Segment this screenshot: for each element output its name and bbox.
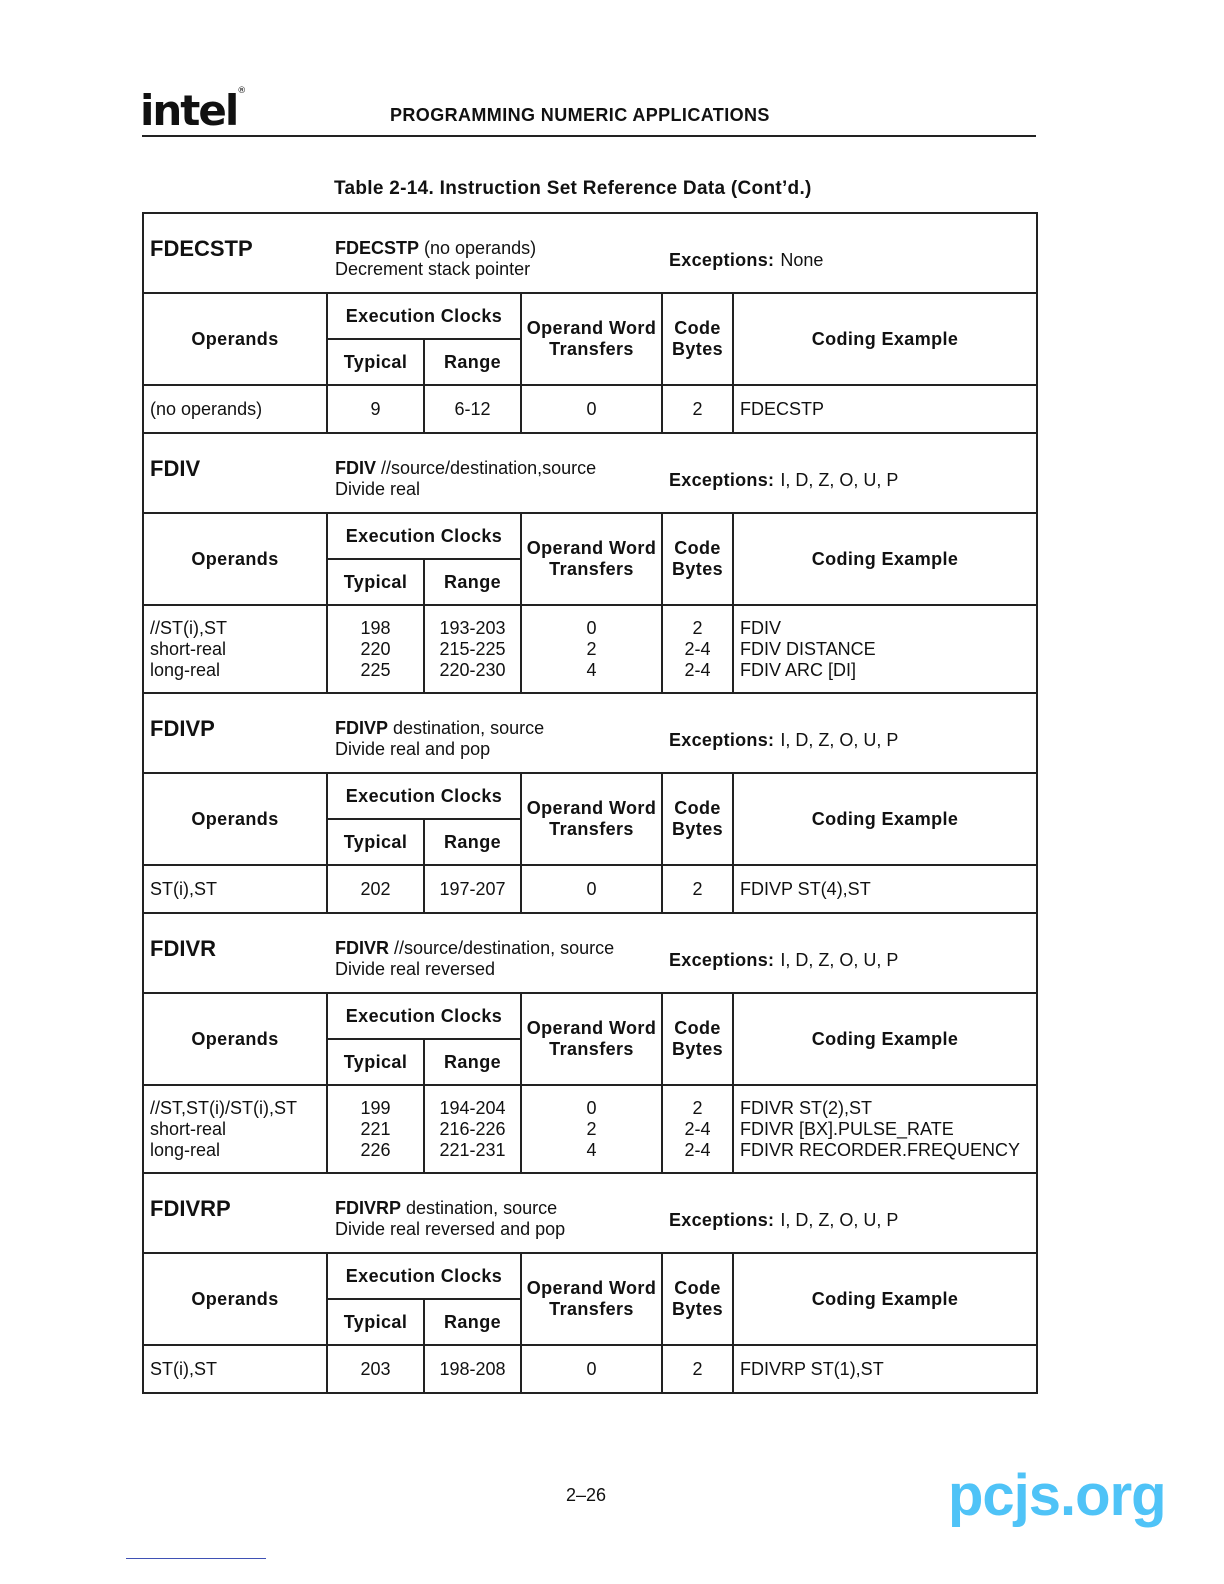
syntax-operands: (no operands) [419,238,537,258]
instruction-header-row [143,433,1037,513]
syntax-mnemonic: FDIVRP [335,1198,402,1218]
footer-line [126,1558,266,1559]
cell-range: 194-204 216-226 221-231 [424,1085,521,1173]
col-coding-example: Coding Example [733,773,1037,865]
logo-text: intel [140,86,238,135]
column-header-row [143,993,1037,1039]
cell-operands: (no operands) [143,385,327,433]
col-range: Range [424,1299,521,1345]
cell-example: FDIVR ST(2),ST FDIVR [BX].PULSE_RATE FDIVR RECORDER.FREQUENCY [733,1085,1037,1173]
data-row [143,1085,1037,1173]
instruction-description: Divide real reversed and pop [335,1219,566,1239]
instruction-info [144,694,1036,772]
exceptions-value: I, D, Z, O, U, P [780,470,899,490]
cell-range: 193-203 215-225 220-230 [424,605,521,693]
instruction-mnemonic: FDIVR [150,936,216,961]
instruction-mnemonic: FDECSTP [150,236,253,261]
page-number: 2–26 [566,1485,607,1505]
cell-typical: 202 [327,865,424,913]
exceptions [669,730,898,751]
syntax-mnemonic: FDIVP [335,718,389,738]
cell-example: FDIVP ST(4),ST [733,865,1037,913]
instruction-description: Divide real [335,479,421,499]
column-header-row [143,513,1037,559]
exceptions-value: I, D, Z, O, U, P [780,1210,899,1230]
cell-bytes: 2 [662,385,733,433]
col-coding-example: Coding Example [733,993,1037,1085]
col-coding-example: Coding Example [733,513,1037,605]
instruction-info [144,1174,1036,1252]
registered-mark: ® [237,86,245,96]
syntax-operands: //source/destination, source [389,938,615,958]
cell-transfers: 0 [521,1345,662,1393]
data-row [143,385,1037,433]
syntax-operands: //source/destination,source [376,458,597,478]
col-operands: Operands [143,773,327,865]
column-header-row [143,773,1037,819]
col-execution-clocks: Execution Clocks [327,513,521,559]
instruction-header-row [143,693,1037,773]
col-execution-clocks: Execution Clocks [327,1253,521,1299]
instruction-syntax [335,1198,565,1240]
col-operands: Operands [143,1253,327,1345]
cell-example: FDECSTP [733,385,1037,433]
col-execution-clocks: Execution Clocks [327,773,521,819]
cell-range: 198-208 [424,1345,521,1393]
cell-typical: 203 [327,1345,424,1393]
instruction-description: Divide real and pop [335,739,491,759]
instruction-info [144,914,1036,992]
exceptions [669,1210,898,1231]
instruction-header-row [143,1173,1037,1253]
column-header-row [143,293,1037,339]
instruction-info [144,214,1036,292]
cell-typical: 9 [327,385,424,433]
cell-range: 197-207 [424,865,521,913]
col-operand-word-transfers: Operand Word Transfers [521,993,662,1085]
cell-transfers: 0 2 4 [521,605,662,693]
table-title: Table 2-14. Instruction Set Reference Data (Cont’d.) [334,178,812,199]
cell-range: 6-12 [424,385,521,433]
col-operands: Operands [143,293,327,385]
page-header-title: PROGRAMMING NUMERIC APPLICATIONS [390,105,770,125]
instruction-header-row [143,913,1037,993]
col-typical: Typical [327,559,424,605]
data-row [143,865,1037,913]
instruction-info [144,434,1036,512]
exceptions-value: I, D, Z, O, U, P [780,950,899,970]
syntax-operands: destination, source [388,718,545,738]
cell-bytes: 2 [662,1345,733,1393]
header-rule [142,135,1036,137]
exceptions [669,250,823,271]
col-operand-word-transfers: Operand Word Transfers [521,773,662,865]
col-code-bytes: Code Bytes [662,513,733,605]
col-operands: Operands [143,993,327,1085]
data-row [143,1345,1037,1393]
col-typical: Typical [327,339,424,385]
cell-transfers: 0 2 4 [521,1085,662,1173]
col-coding-example: Coding Example [733,1253,1037,1345]
instruction-info-cell [143,433,1037,513]
cell-example: FDIV FDIV DISTANCE FDIV ARC [DI] [733,605,1037,693]
instruction-info-cell [143,213,1037,293]
instruction-syntax [335,458,596,500]
cell-operands: //ST(i),ST short-real long-real [143,605,327,693]
column-header-row [143,1253,1037,1299]
instruction-description: Decrement stack pointer [335,259,531,279]
exceptions-value: None [780,250,824,270]
syntax-operands: destination, source [401,1198,558,1218]
col-typical: Typical [327,819,424,865]
exceptions-label: Exceptions: [669,950,775,970]
exceptions-label: Exceptions: [669,1210,775,1230]
col-code-bytes: Code Bytes [662,1253,733,1345]
cell-operands: ST(i),ST [143,1345,327,1393]
col-range: Range [424,819,521,865]
syntax-mnemonic: FDIV [335,458,377,478]
data-row [143,605,1037,693]
col-operand-word-transfers: Operand Word Transfers [521,1253,662,1345]
cell-example: FDIVRP ST(1),ST [733,1345,1037,1393]
instruction-info-cell [143,913,1037,993]
cell-operands: ST(i),ST [143,865,327,913]
cell-typical: 199 221 226 [327,1085,424,1173]
col-typical: Typical [327,1299,424,1345]
cell-transfers: 0 [521,865,662,913]
cell-operands: //ST,ST(i)/ST(i),ST short-real long-real [143,1085,327,1173]
col-execution-clocks: Execution Clocks [327,293,521,339]
col-code-bytes: Code Bytes [662,773,733,865]
cell-typical: 198 220 225 [327,605,424,693]
instruction-header-row [143,213,1037,293]
col-code-bytes: Code Bytes [662,993,733,1085]
instruction-mnemonic: FDIVRP [150,1196,231,1221]
instruction-syntax [335,938,614,980]
col-operand-word-transfers: Operand Word Transfers [521,293,662,385]
exceptions-label: Exceptions: [669,470,775,490]
col-coding-example: Coding Example [733,293,1037,385]
cell-bytes: 2 2-4 2-4 [662,605,733,693]
intel-logo [140,86,244,135]
col-typical: Typical [327,1039,424,1085]
watermark: pcjs.org [948,1463,1166,1528]
instruction-syntax [335,718,544,760]
instruction-reference-table [142,212,1038,1394]
cell-bytes: 2 2-4 2-4 [662,1085,733,1173]
syntax-mnemonic: FDECSTP [335,238,420,258]
instruction-mnemonic: FDIV [150,456,201,481]
cell-transfers: 0 [521,385,662,433]
col-operand-word-transfers: Operand Word Transfers [521,513,662,605]
col-execution-clocks: Execution Clocks [327,993,521,1039]
exceptions [669,470,898,491]
syntax-mnemonic: FDIVR [335,938,389,958]
col-range: Range [424,559,521,605]
instruction-mnemonic: FDIVP [150,716,215,741]
col-range: Range [424,1039,521,1085]
exceptions-label: Exceptions: [669,730,775,750]
instruction-description: Divide real reversed [335,959,496,979]
instruction-info-cell [143,1173,1037,1253]
instruction-info-cell [143,693,1037,773]
exceptions [669,950,898,971]
instruction-syntax [335,238,536,280]
exceptions-value: I, D, Z, O, U, P [780,730,899,750]
col-code-bytes: Code Bytes [662,293,733,385]
exceptions-label: Exceptions: [669,250,775,270]
col-operands: Operands [143,513,327,605]
col-range: Range [424,339,521,385]
cell-bytes: 2 [662,865,733,913]
